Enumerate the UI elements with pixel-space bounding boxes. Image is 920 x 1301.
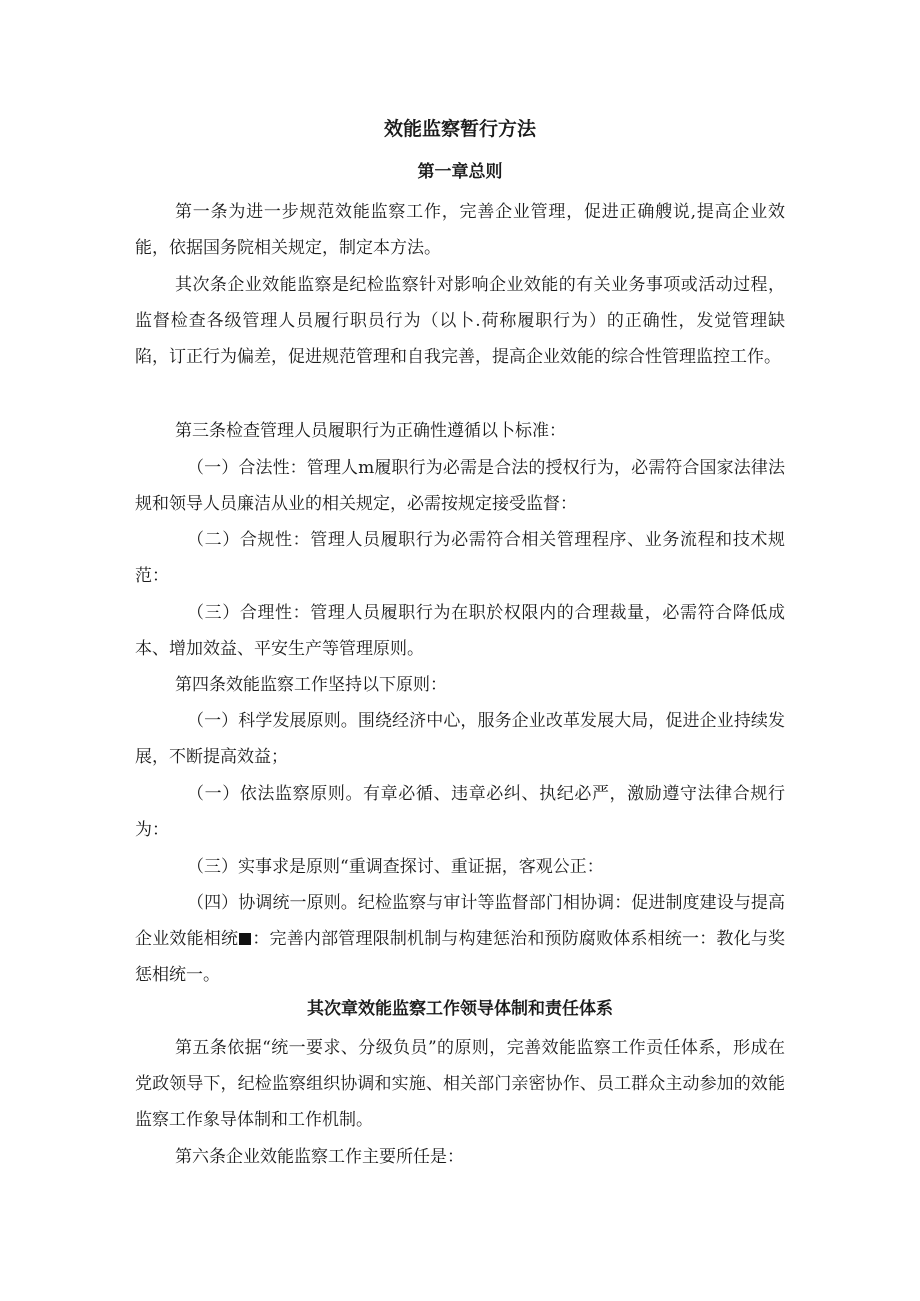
article-3: 第三条检查管理人员履职行为正确性遵循以卜标准：	[175, 421, 566, 441]
chapter-1-heading: 第一章总则	[417, 162, 503, 182]
article-3-item-2: （二）合规性：管理人员履职行为必需符合相关管理程序、业务流程和技术规范：	[135, 530, 785, 586]
document-title: 效能监察暂行方法	[383, 118, 536, 140]
article-3-item-1: （一）合法性：管理人m履职行为必需是合法的授权行为，必需符合国家法律法规和领导人员廉洁从业的相关规定，必需按规定接受监督：	[135, 458, 785, 514]
chapter-2-heading: 其次章效能监察工作领导体制和责任体系	[307, 999, 613, 1019]
article-4-item-4-part-a: （四）协调统一原则。纪检监察与审计等监督部门相协调：促进制度建设与提高企业效能相统	[135, 893, 785, 949]
article-4-item-4-part-b: ：完善内部管理限制机制与构建惩治和预防腐败体系相统一：教化与奖惩相统一。	[135, 929, 786, 985]
black-square-glyph	[239, 933, 251, 945]
article-4-item-1: （一）科学发展原则。围绕经济中心，服务企业改革发展大局，促进企业持续发展，不断提高效益；	[135, 711, 785, 767]
article-4: 第四条效能监察工作坚持以下原则：	[175, 675, 447, 695]
article-1: 第一条为进一步规范效能监察工作，完善企业管理，促进正确艘说,提高企业效能，依据国务院相关规定，制定本方法。	[135, 202, 785, 258]
article-4-item-3: （三）实事求是原则“重调查探讨、重证据，客观公正：	[187, 857, 604, 877]
article-2: 其次条企业效能监察是纪检监察针对影响企业效能的有关业务事项或活动过程，监督检查各级管理人员履行职员行为（以卜.荷称履职行为）的正确性，发觉管理缺陷，订正行为偏差，促进规范管理和自我完善，提高企业效能的综合性管理监控工作。	[135, 275, 785, 367]
article-3-item-3: （三）合理性：管理人员履职行为在职於权限内的合理裁量，必需符合降低成本、增加效益、平安生产等管理原则。	[135, 603, 785, 659]
article-4-item-4	[135, 885, 785, 993]
article-6: 第六条企业效能监察工作主要所任是：	[175, 1147, 464, 1167]
article-4-item-2: （一）依法监察原则。有章必循、违章必纠、执纪必严，激励遵守法律合规行为：	[135, 784, 785, 840]
article-5: 第五条依据“统一要求、分级负员”的原则，完善效能监察工作贡任体系，形成在党政领导下，纪检监察组织协调和实施、相关部门亲密协作、员工群众主动参加的效能监察工作象导体制和工作机制。	[135, 1038, 785, 1130]
